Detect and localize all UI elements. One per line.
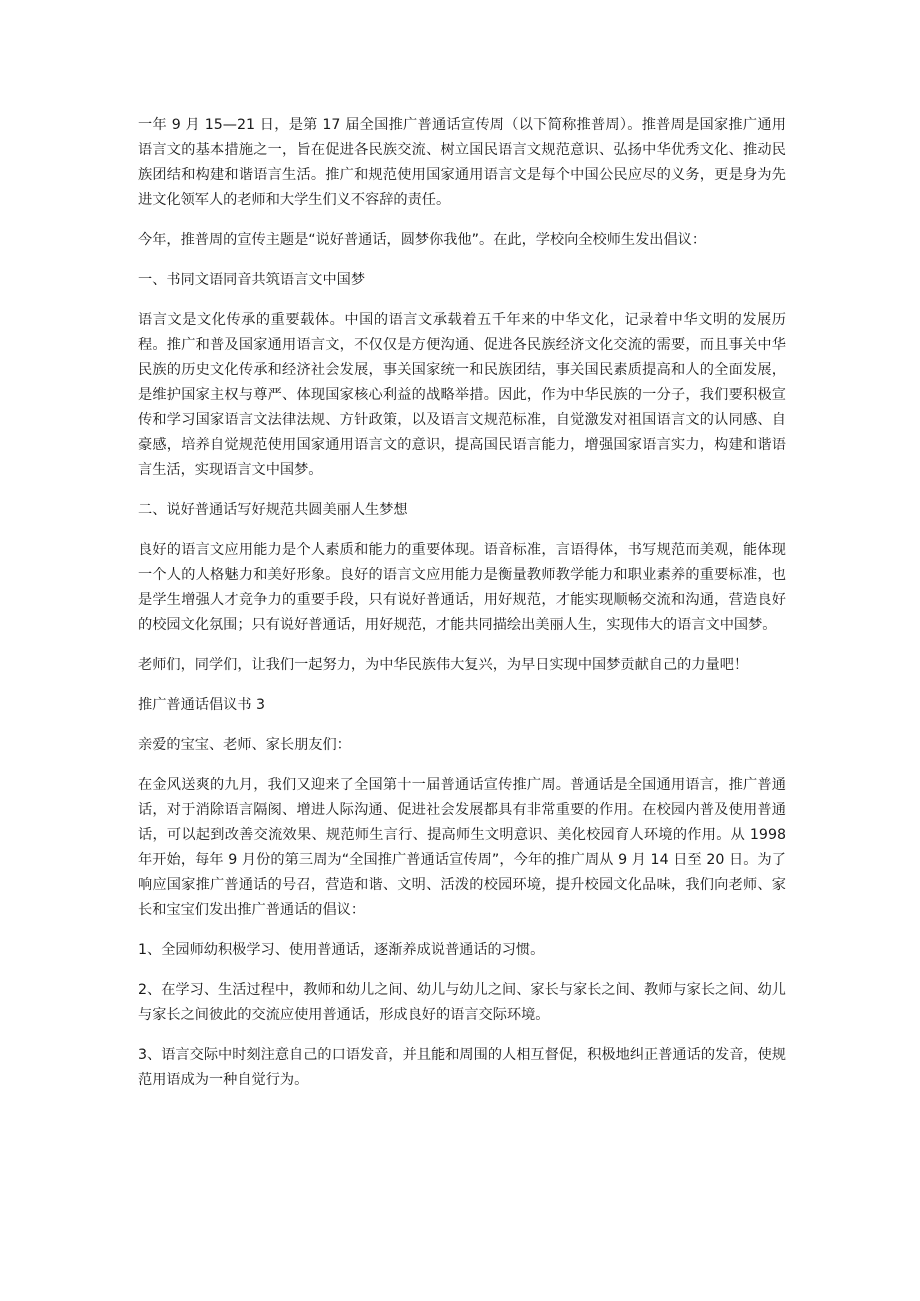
section-heading-2: 二、说好普通话写好规范共圆美丽人生梦想 bbox=[138, 502, 408, 518]
salutation: 亲爱的宝宝、老师、家长朋友们： bbox=[138, 737, 351, 753]
proposal-intro-paragraph: 在金风送爽的九月，我们又迎来了全国第十一届普通话宣传推广周。普通话是全国通用语言，推广普通话，对于消除语言隔阂、增进人际沟通、促进社会发展都具有非常重要的作用。在校园内普及使用普通话，可以起到改善交流效果、规范师生言行、提高师生文明意识、美化校园育人环境的作用。从 1998 年开始，每年 9 月份的第三周为“全国推广普通话宣传周”，今年的推广周从 9 月 14 日至 20 日。为了响应国家推广普通话的号召，营造和谐、文明、活泼的校园环境，提升校园文化品味，我们向老师、家长和宝宝们发出推广普通话的倡议： bbox=[138, 777, 786, 918]
closing-paragraph: 老师们，同学们，让我们一起努力，为中华民族伟大复兴，为早日实现中国梦贡献自己的力量吧！ bbox=[138, 657, 749, 673]
section-1-paragraph: 语言文是文化传承的重要载体。中国的语言文承载着五千年来的中华文化，记录着中华文明的发展历程。推广和普及国家通用语言文，不仅仅是方便沟通、促进各民族经济文化交流的需要，而且事关中华民族的历史文化传承和经济社会发展，事关国家统一和民族团结，事关国民素质提高和人的全面发展，是维护国家主权与尊严、体现国家核心利益的战略举措。因此，作为中华民族的一分子，我们要积极宣传和学习国家语言文法律法规、方针政策，以及语言文规范标准，自觉激发对祖国语言文的认同感、自豪感，培养自觉规范使用国家通用语言文的意识，提高国民语言能力，增强国家语言实力，构建和谐语言生活，实现语言文中国梦。 bbox=[138, 312, 786, 478]
document-body bbox=[138, 113, 786, 1108]
intro-paragraph: 一年 9 月 15—21 日，是第 17 届全国推广普通话宣传周（以下简称推普周）。推普周是国家推广通用语言文的基本措施之一，旨在促进各民族交流、树立国民语言文规范意识、弘扬中华优秀文化、推动民族团结和构建和谐语言生活。推广和规范使用国家通用语言文是每个中国公民应尽的义务，更是身为先进文化领军人的老师和大学生们义不容辞的责任。 bbox=[138, 117, 786, 208]
section-heading-1: 一、书同文语同音共筑语言文中国梦 bbox=[138, 272, 366, 288]
list-item-3: 3、语言交际中时刻注意自己的口语发音，并且能和周围的人相互督促，积极地纠正普通话的发音，使规范用语成为一种自觉行为。 bbox=[138, 1047, 786, 1088]
list-item-2: 2、在学习、生活过程中，教师和幼儿之间、幼儿与幼儿之间、家长与家长之间、教师与家长之间、幼儿与家长之间彼此的交流应使用普通话，形成良好的语言交际环境。 bbox=[138, 982, 786, 1023]
document-title-3: 推广普通话倡议书 3 bbox=[138, 697, 266, 713]
theme-paragraph: 今年，推普周的宣传主题是“说好普通话，圆梦你我他”。在此，学校向全校师生发出倡议： bbox=[138, 232, 707, 248]
section-2-paragraph: 良好的语言文应用能力是个人素质和能力的重要体现。语音标准，言语得体，书写规范而美观，能体现一个人的人格魅力和美好形象。良好的语言文应用能力是衡量教师教学能力和职业素养的重要标准，也是学生增强人才竞争力的重要手段，只有说好普通话，用好规范，才能实现顺畅交流和沟通，营造良好的校园文化氛围；只有说好普通话，用好规范，才能共同描绘出美丽人生，实现伟大的语言文中国梦。 bbox=[138, 542, 786, 633]
list-item-1: 1、全园师幼积极学习、使用普通话，逐渐养成说普通话的习惯。 bbox=[138, 942, 545, 958]
